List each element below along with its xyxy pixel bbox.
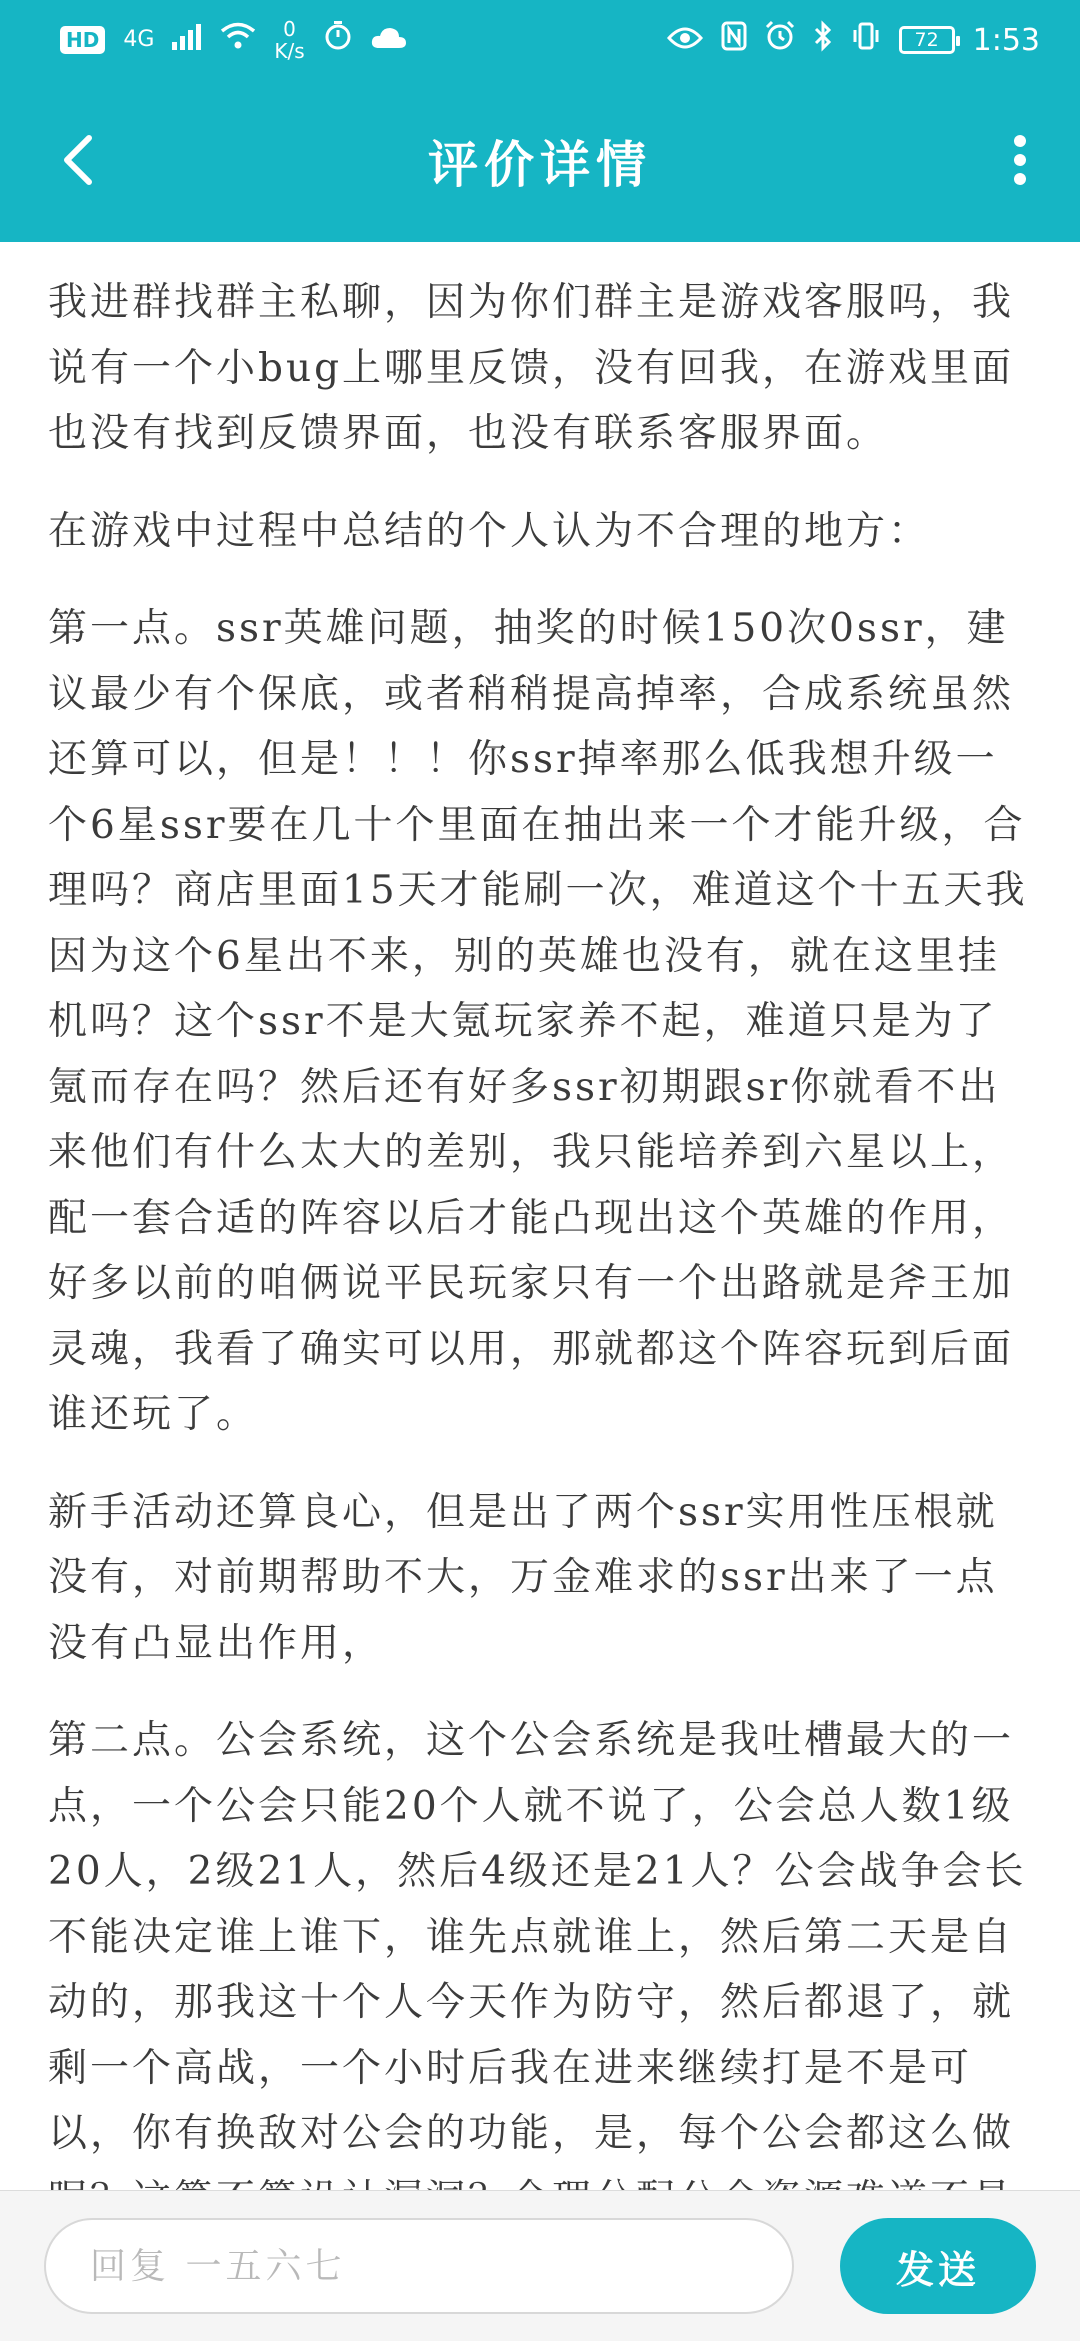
cloud-icon — [371, 23, 407, 58]
network-speed-value: 0 — [283, 17, 296, 41]
wifi-icon — [220, 22, 256, 58]
eye-icon — [667, 23, 703, 58]
network-type: 4G — [123, 27, 155, 52]
more-options-button[interactable] — [990, 120, 1050, 200]
back-button[interactable] — [38, 120, 118, 200]
battery-level: 72 — [914, 29, 939, 51]
review-paragraph: 在游戏中过程中总结的个人认为不合理的地方： — [48, 508, 931, 554]
alarm-icon — [765, 21, 795, 59]
review-paragraph: 第一点。ssr英雄问题，抽奖的时候150次0ssr，建议最少有个保底，或者稍稍提高掉率，合成系统虽然还算可以，但是！！！你ssr掉率那么低我想升级一个6星ssr要在几十个里面在抽出来一个才能升级，合理吗？商店里面15天才能刷一次，难道这个十五天我因为这个6星出不来，别的英雄也没有，就在这里挂机吗？这个ssr不是大氪玩家养不起，难道只是为了氪而存在吗？然后还有好多ssr初期跟sr你就看不出来他们有什么太大的差别，我只能培养到六星以上，配一套合适的阵容以后才能凸现出这个英雄的作用，好多以前的咱俩说平民玩家只有一个出路就是斧王加灵魂，我看了确实可以用，那就都这个阵容玩到后面谁还玩了。 — [48, 606, 1028, 1437]
signal-icon — [172, 23, 202, 58]
nav-bar — [0, 80, 1080, 242]
timer-icon — [323, 21, 353, 59]
review-paragraph: 我进群找群主私聊，因为你们群主是游戏客服吗，我说有一个小bug上哪里反馈，没有回我，在游戏里面也没有找到反馈界面，也没有联系客服界面。 — [48, 280, 1015, 456]
network-speed-unit: K/s — [274, 39, 305, 63]
review-paragraph: 第二点。公会系统，这个公会系统是我吐槽最大的一点，一个公会只能20个人就不说了，公会总人数1级20人，2级21人，然后4级还是21人？公会战争会长不能决定谁上谁下，谁先点就谁上，然后第二天是自动的，那我这十个人今天作为防守，然后都退了，就剩一个高战，一个小时后我在进来继续打是不是可以，你有换敌对公会的功能，是，每个公会都这么做 — [48, 1718, 1027, 2156]
vibrate-icon — [851, 21, 881, 59]
app-header — [0, 0, 1080, 242]
hd-badge: HD — [60, 26, 105, 54]
nfc-icon — [721, 21, 747, 59]
more-vertical-icon — [1013, 134, 1027, 186]
review-content — [48, 270, 1038, 2180]
status-bar-right — [667, 21, 1040, 59]
clock-time: 1:53 — [972, 22, 1040, 58]
reply-bar — [0, 2190, 1080, 2341]
review-paragraph: 新手活动还算良心，但是出了两个ssr实用性压根就没有，对前期帮助不大，万金难求的ssr出来了一点没有凸显出作用， — [48, 1489, 998, 1666]
page-title: 评价详情 — [428, 135, 652, 194]
battery-icon — [899, 26, 955, 54]
reply-input[interactable] — [44, 2218, 794, 2314]
back-arrow-icon — [61, 134, 95, 186]
network-speed — [274, 18, 304, 62]
status-bar-left — [60, 18, 407, 62]
bluetooth-icon — [813, 21, 833, 59]
status-bar — [0, 0, 1080, 80]
send-button[interactable]: 发送 — [840, 2218, 1036, 2314]
